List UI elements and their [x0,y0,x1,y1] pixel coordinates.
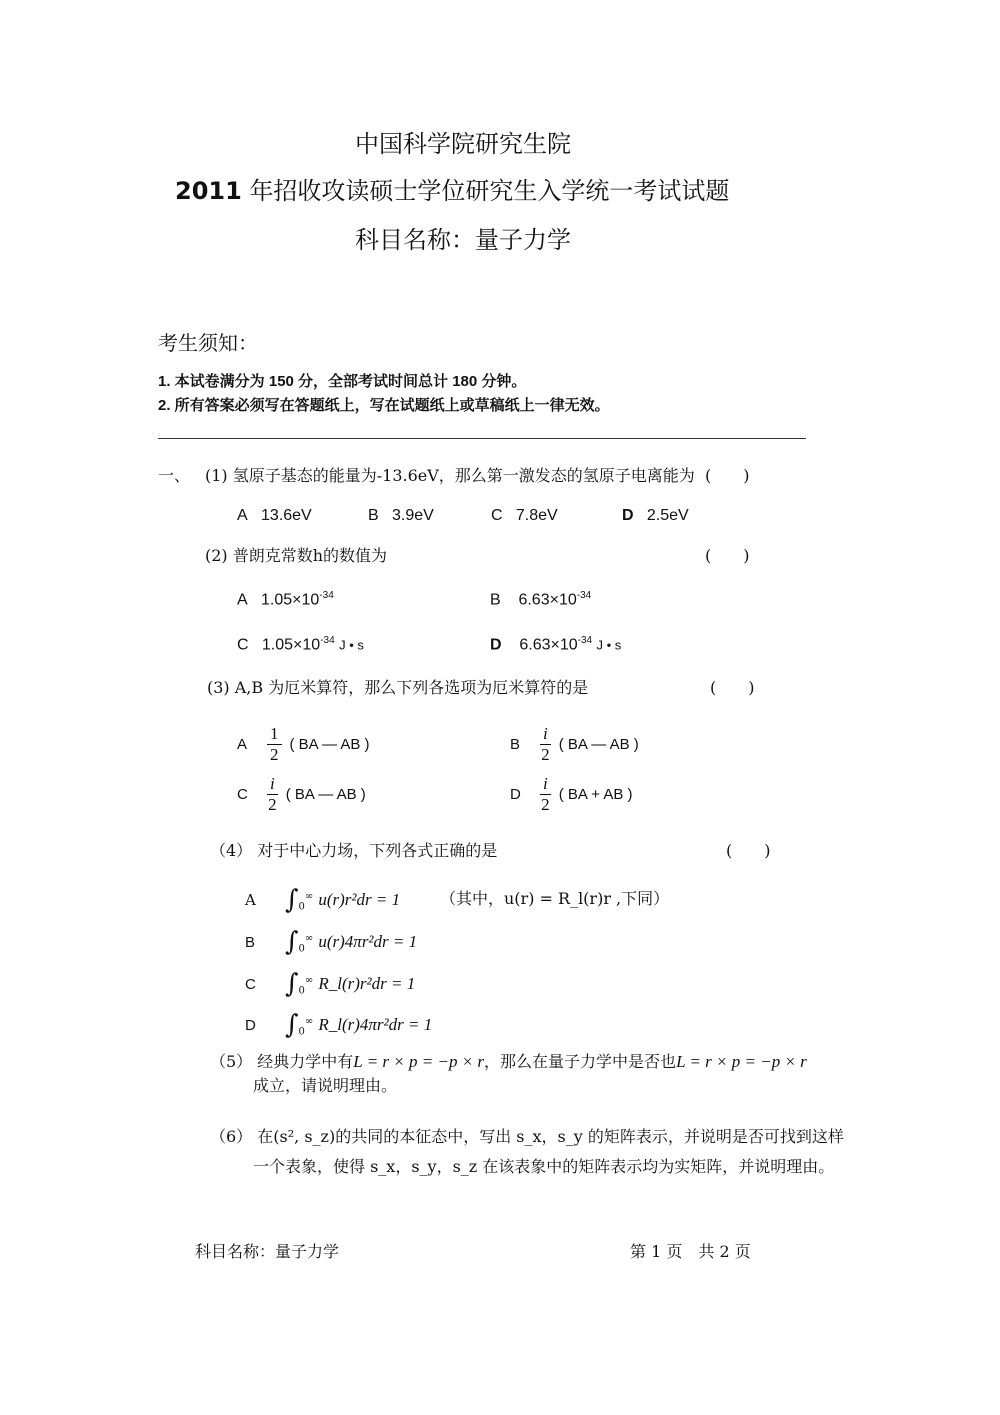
text-fragment: （5） [210,1052,253,1071]
integral-icon: ∫ [285,1010,299,1040]
text-fragment: ，那么在量子力学中是否也 [484,1052,677,1071]
exam-year: 2011 [175,177,242,205]
text-fragment: D [490,636,502,654]
text-fragment: 1 [267,724,282,745]
text-fragment: 1.05×10 [261,591,320,609]
text-fragment: 在(s², s_z)的共同的本征态中，写出 s_x，s_y 的矩阵表示，并说明是否可找到这样 [257,1127,844,1146]
question-6-line2: 一个表象，使得 s_x，s_y，s_z 在该表象中的矩阵表示均为实矩阵，并说明理由。 [253,1157,835,1176]
text-fragment: ∞ [304,890,314,902]
question-1-stem: (1) 氢原子基态的能量为-13.6eV，那么第一激发态的氢原子电离能为 [205,466,695,485]
answer-blank: ( ) [710,678,755,697]
subject-title: 科目名称：量子力学 [355,226,571,254]
text-fragment: i [267,774,278,795]
answer-blank: ( ) [705,546,750,565]
exam-title [175,177,729,206]
text-fragment: ∞ [304,1015,314,1027]
divider [158,438,806,439]
text-fragment: 6.63×10 [519,636,578,654]
option-d [510,774,633,816]
option-c [491,506,558,525]
text-fragment: ( BA — AB ) [289,735,370,753]
institution-title: 中国科学院研究生院 [355,130,571,158]
question-4-note: （其中，u(r) = R_l(r)r ,下同） [440,889,670,908]
text-fragment: ∞ [304,974,314,986]
text-fragment: J • s [339,637,364,653]
text-fragment: 0 [298,985,305,997]
question-5-line2: 成立，请说明理由。 [253,1076,398,1095]
exam-title-text: 年招收攻读硕士学位研究生入学统一考试试题 [249,177,730,205]
text-fragment: 3.9eV [392,507,434,524]
text-fragment: R_l(r)r²dr = 1 [318,974,416,994]
text-fragment [267,724,282,766]
text-fragment: A [237,507,248,524]
text-fragment: D [622,507,634,524]
integral-icon: ∫ [285,927,299,957]
text-fragment: 6.63×10 [518,591,577,609]
text-fragment: 2 [270,745,279,765]
question-2-stem: (2) 普朗克常数h的数值为 [205,546,388,565]
text-fragment: ∞ [304,932,314,944]
notice-item: 1. 本试卷满分为 150 分，全部考试时间总计 180 分钟。 [158,373,527,390]
option-a [245,885,400,916]
text-fragment: 0 [298,943,305,955]
text-fragment: 2 [541,745,550,765]
text-fragment: L = r × p = −p × r [353,1052,485,1071]
text-fragment: C [245,976,256,994]
option-d [490,635,621,655]
text-fragment: i [540,724,551,745]
text-fragment: ( BA + AB ) [558,785,633,803]
text-fragment: 0 [298,1026,305,1038]
text-fragment: ( BA — AB ) [558,735,639,753]
option-d [245,1010,432,1041]
question-4-stem: （4） 对于中心力场，下列各式正确的是 [210,841,498,860]
footer-subject: 科目名称：量子力学 [195,1242,340,1261]
text-fragment: D [245,1017,256,1035]
notice-heading: 考生须知： [158,331,258,355]
text-fragment: D [510,785,521,803]
option-c [245,969,415,1000]
text-fragment: 2 [541,795,550,815]
text-fragment: R_l(r)4πr²dr = 1 [318,1015,433,1035]
text-fragment: A [237,591,248,609]
integral-icon: ∫ [285,885,299,915]
text-fragment: u(r)4πr²dr = 1 [318,932,418,952]
text-fragment: 0 [298,901,305,913]
text-fragment: A [245,891,256,910]
text-fragment: 经典力学中有 [257,1052,354,1071]
text-fragment: 1.05×10 [261,636,321,654]
option-a [237,506,312,525]
text-fragment: ( BA — AB ) [285,785,366,803]
option-d [622,506,689,525]
text-fragment [540,724,551,766]
text-fragment: 2 [268,795,277,815]
text-fragment: -34 [576,590,592,601]
text-fragment: i [540,774,551,795]
notice-item: 2. 所有答案必须写在答题纸上，写在试题纸上或草稿纸上一律无效。 [158,397,610,414]
text-fragment: J • s [596,637,622,653]
option-a [237,590,334,610]
text-fragment [540,774,551,816]
option-a [237,724,370,766]
question-3-stem: (3) A,B 为厄米算符，那么下列各选项为厄米算符的是 [207,678,589,697]
option-b [490,590,591,610]
text-fragment: 7.8eV [515,507,558,524]
section-number: 一、 [158,466,191,485]
text-fragment: L = r × p = −p × r [676,1052,807,1071]
footer-page-number: 第 1 页 共 2 页 [630,1242,751,1261]
option-b [510,724,639,766]
text-fragment: 13.6eV [261,507,312,524]
text-fragment: -34 [319,590,334,601]
integral-icon: ∫ [285,969,299,999]
text-fragment: B [490,591,501,609]
text-fragment: （6） [210,1127,253,1146]
option-c [237,635,364,655]
text-fragment: -34 [320,635,335,646]
option-c [237,774,366,816]
text-fragment: C [237,636,249,654]
answer-blank: ( ) [726,841,771,860]
option-b [368,506,434,525]
text-fragment: C [491,507,503,524]
text-fragment: B [368,507,379,524]
text-fragment: -34 [577,635,593,646]
option-b [245,927,417,958]
answer-blank: ( ) [705,466,750,485]
text-fragment: C [237,785,248,803]
text-fragment: B [245,934,256,952]
text-fragment: u(r)r²dr = 1 [318,890,401,910]
text-fragment: 2.5eV [646,507,689,524]
question-6-line1 [210,1127,844,1146]
text-fragment: A [237,735,248,753]
text-fragment: B [510,735,521,753]
question-5-line1 [210,1052,807,1072]
text-fragment [267,774,278,816]
